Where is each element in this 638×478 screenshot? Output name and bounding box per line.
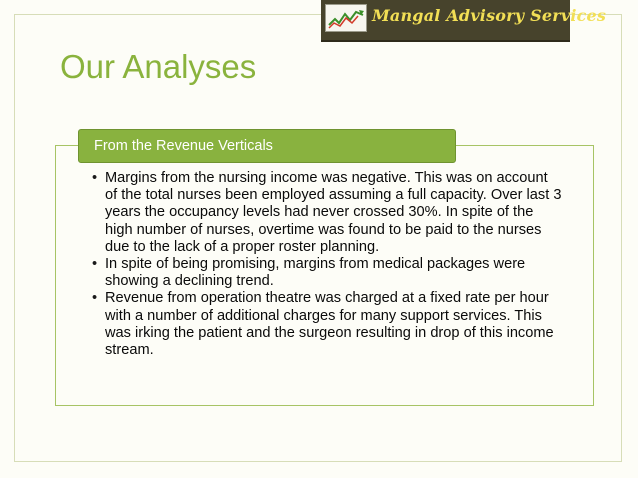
bullet-item <box>92 170 562 256</box>
bullet-text: Revenue from operation theatre was charged at a fixed rate per hour with a number of additional charges for many support services. This was irking the patient and the surgeon resulting in drop of this income stream. <box>105 290 554 359</box>
trend-chart-icon <box>325 4 367 32</box>
brand-logo <box>321 0 607 42</box>
bullet-list <box>92 170 562 359</box>
bullet-dot-icon: • <box>92 170 98 186</box>
slide-title: Our Analyses <box>60 48 257 85</box>
bullet-text: Margins from the nursing income was negative. This was on account of the total nurses been employed assuming a full capacity. Over last 3 years the occupancy levels had never crossed 30%. In spite of the high number of nurses, overtime was found to be paid to the nurses due to the lack of a proper roster planning. <box>105 170 562 255</box>
brand-name: Mangal Advisory Services <box>372 6 607 25</box>
bullet-dot-icon: • <box>92 256 98 273</box>
bullet-item <box>92 256 562 290</box>
section-label: From the Revenue Verticals <box>78 129 456 163</box>
bullet-item <box>92 290 562 359</box>
bullet-dot-icon: • <box>92 290 98 307</box>
bullet-text: In spite of being promising, margins from medical packages were showing a declining trend. <box>105 256 526 290</box>
